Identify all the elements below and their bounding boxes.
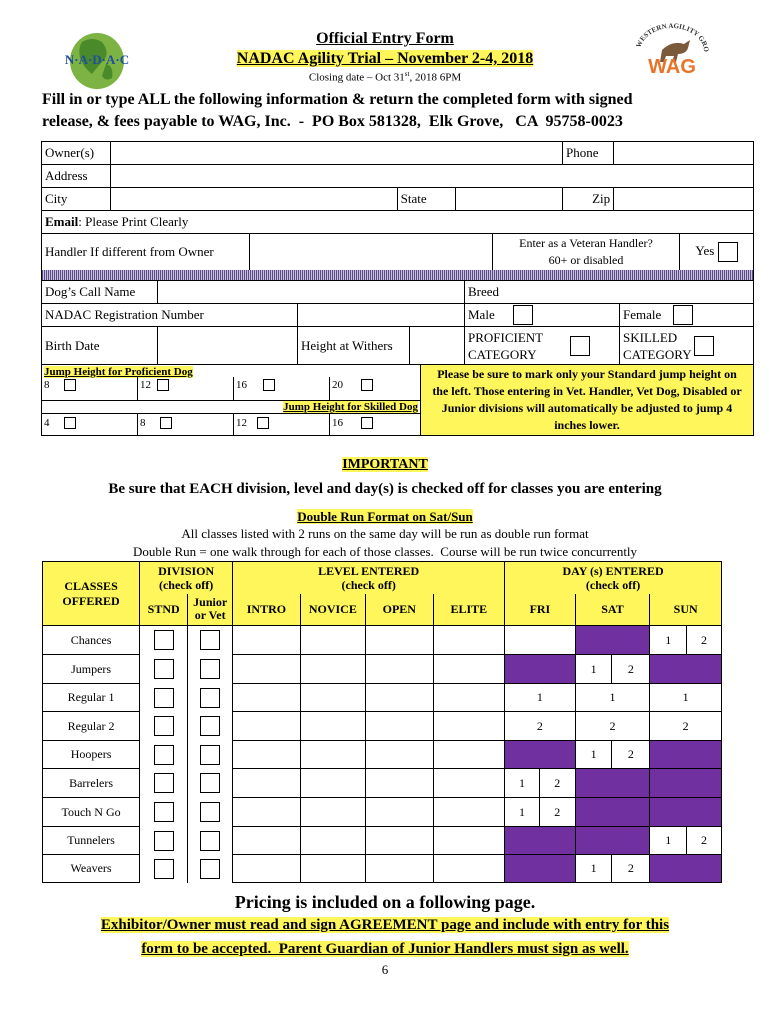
day-fri-unavailable xyxy=(505,626,576,655)
level-header: LEVEL ENTERED (check off) xyxy=(233,562,505,594)
form-title: Official Entry Form xyxy=(316,30,454,47)
height-withers-field[interactable] xyxy=(410,327,465,365)
classes-table xyxy=(42,561,722,883)
skilled-jump-12-checkbox[interactable] xyxy=(257,417,269,429)
level-intro-cell[interactable] xyxy=(233,626,300,655)
class-row xyxy=(43,712,722,741)
stnd-checkbox[interactable] xyxy=(154,716,174,736)
breed-field[interactable] xyxy=(510,281,754,304)
double-run-line-1: All classes listed with 2 runs on the same day will be run as double run format xyxy=(181,526,589,541)
double-run-line-2: Double Run = one walk through for each of those classes. Course will be run twice concurrently xyxy=(132,544,638,559)
email-row[interactable]: Email: Please Print Clearly xyxy=(42,211,754,234)
day-fri-run[interactable]: 2 xyxy=(505,712,576,741)
level-intro-cell[interactable] xyxy=(233,655,300,684)
junior-division-cell xyxy=(188,769,233,798)
agreement-line-2: form to be accepted. Parent Guardian of Junior Handlers must sign as well. xyxy=(141,941,629,957)
stnd-division-cell xyxy=(140,827,188,855)
day-fri-run-1[interactable]: 1 xyxy=(505,798,540,827)
class-rows xyxy=(43,626,722,883)
day-sun-unavailable xyxy=(650,741,722,769)
birth-date-field[interactable] xyxy=(158,327,298,365)
nadac-logo-text: N·A·D·A·C xyxy=(64,52,130,67)
important-line: Be sure that EACH division, level and day(s) is checked off for classes you are entering xyxy=(108,481,662,497)
agreement-line-1: Exhibitor/Owner must read and sign AGREEMENT page and include with entry for this xyxy=(100,917,670,933)
day-sat-unavailable xyxy=(575,827,650,855)
address-label: Address xyxy=(42,165,111,188)
skilled-jump-row xyxy=(42,413,420,435)
junior-division-cell xyxy=(188,712,233,741)
junior-checkbox[interactable] xyxy=(200,630,220,650)
jump-16-checkbox[interactable] xyxy=(263,379,275,391)
level-elite-cell[interactable] xyxy=(433,712,505,741)
class-row xyxy=(43,855,722,883)
male-checkbox-cell xyxy=(510,304,620,327)
jump-height-block xyxy=(41,365,421,436)
day-fri-unavailable xyxy=(505,741,576,769)
stnd-division-cell xyxy=(140,655,188,684)
owner-table xyxy=(41,141,754,234)
stnd-checkbox[interactable] xyxy=(154,831,174,851)
day-sun-unavailable xyxy=(650,655,722,684)
stnd-division-cell xyxy=(140,798,188,827)
level-elite-cell[interactable] xyxy=(433,626,505,655)
level-elite-cell[interactable] xyxy=(433,684,505,712)
day-sat-run-2[interactable]: 2 xyxy=(612,741,650,769)
day-fri-run[interactable]: 1 xyxy=(505,684,576,712)
level-novice-cell[interactable] xyxy=(300,827,365,855)
day-sun-run[interactable]: 1 xyxy=(650,684,722,712)
jump-8-checkbox[interactable] xyxy=(64,379,76,391)
skilled-jump-option-16[interactable]: 16 xyxy=(330,414,420,435)
dog-table xyxy=(41,280,754,365)
day-fri-unavailable xyxy=(505,655,576,684)
male-label: Male xyxy=(465,304,510,327)
level-intro-cell[interactable] xyxy=(233,741,300,769)
stnd-division-cell xyxy=(140,626,188,655)
class-name: Jumpers xyxy=(43,655,140,684)
day-sun-unavailable xyxy=(650,769,722,798)
stnd-checkbox[interactable] xyxy=(154,802,174,822)
junior-checkbox[interactable] xyxy=(200,745,220,765)
stnd-division-cell xyxy=(140,684,188,712)
stnd-division-cell xyxy=(140,741,188,769)
zip-label: Zip xyxy=(563,188,614,211)
day-sun-run[interactable]: 2 xyxy=(650,712,722,741)
class-row xyxy=(43,655,722,684)
level-intro-cell[interactable] xyxy=(233,684,300,712)
closing-date: Closing date – Oct 31st, 2018 6PM xyxy=(308,70,462,84)
stnd-division-cell xyxy=(140,855,188,883)
day-sat-header: SAT xyxy=(575,594,650,626)
level-elite-cell[interactable] xyxy=(433,769,505,798)
skilled-jump-title: Jump Height for Skilled Dog xyxy=(283,401,418,413)
classes-offered-header: CLASSES OFFERED xyxy=(43,562,140,626)
level-intro-cell[interactable] xyxy=(233,769,300,798)
level-novice-cell[interactable] xyxy=(300,769,365,798)
state-field[interactable] xyxy=(455,188,562,211)
level-open-cell[interactable] xyxy=(366,827,433,855)
junior-division-cell xyxy=(188,827,233,855)
female-checkbox[interactable] xyxy=(673,305,693,325)
handler-table xyxy=(41,233,754,271)
level-elite-cell[interactable] xyxy=(433,655,505,684)
city-field[interactable] xyxy=(111,188,398,211)
class-row xyxy=(43,769,722,798)
skilled-jump-option-8[interactable]: 8 xyxy=(138,414,234,435)
level-novice-cell[interactable] xyxy=(300,741,365,769)
jump-option-16[interactable]: 16 xyxy=(234,377,330,400)
class-row xyxy=(43,798,722,827)
level-novice-cell[interactable] xyxy=(300,798,365,827)
division-header: DIVISION (check off) xyxy=(140,562,233,594)
class-row xyxy=(43,827,722,855)
class-name: Barrelers xyxy=(43,769,140,798)
level-novice-cell[interactable] xyxy=(300,712,365,741)
call-name-label: Dog’s Call Name xyxy=(42,281,158,304)
day-sat-unavailable xyxy=(575,769,650,798)
class-name: Hoopers xyxy=(43,741,140,769)
level-intro-cell[interactable] xyxy=(233,798,300,827)
jump-20-checkbox[interactable] xyxy=(361,379,373,391)
day-sat-run-1[interactable]: 1 xyxy=(575,655,612,684)
skilled-jump-4-checkbox[interactable] xyxy=(64,417,76,429)
day-fri-run-1[interactable]: 1 xyxy=(505,769,540,798)
stnd-division-cell xyxy=(140,769,188,798)
wag-logo-text: WAG xyxy=(648,56,696,78)
important-heading: IMPORTANT xyxy=(342,457,428,472)
level-open-cell[interactable] xyxy=(366,769,433,798)
instructions-line-2: release, & fees payable to WAG, Inc. - PO Box 581328, Elk Grove, CA 95758-0023 xyxy=(42,113,623,130)
level-intro-header: INTRO xyxy=(233,594,300,626)
svg-text:WESTERN AGILITY GROUP: WESTERN AGILITY GRO xyxy=(634,22,711,53)
stnd-checkbox[interactable] xyxy=(154,745,174,765)
stnd-checkbox[interactable] xyxy=(154,859,174,879)
day-sun-unavailable xyxy=(650,798,722,827)
level-intro-cell[interactable] xyxy=(233,712,300,741)
class-row xyxy=(43,684,722,712)
day-sun-unavailable xyxy=(650,855,722,883)
junior-division-cell xyxy=(188,684,233,712)
level-open-cell[interactable] xyxy=(366,798,433,827)
class-name: Regular 1 xyxy=(43,684,140,712)
class-row xyxy=(43,626,722,655)
class-name: Touch N Go xyxy=(43,798,140,827)
day-sun-run-2[interactable]: 2 xyxy=(687,827,722,855)
owners-label: Owner(s) xyxy=(42,142,111,165)
level-open-cell[interactable] xyxy=(366,684,433,712)
trial-name: NADAC Agility Trial – November 2-4, 2018 xyxy=(236,50,534,67)
female-label: Female xyxy=(620,304,670,327)
level-elite-header: ELITE xyxy=(433,594,505,626)
level-elite-cell[interactable] xyxy=(433,798,505,827)
call-name-field[interactable] xyxy=(158,281,465,304)
level-open-cell[interactable] xyxy=(366,655,433,684)
junior-checkbox[interactable] xyxy=(200,716,220,736)
class-name: Regular 2 xyxy=(43,712,140,741)
stnd-checkbox[interactable] xyxy=(154,630,174,650)
junior-division-cell xyxy=(188,798,233,827)
jump-note: Please be sure to mark only your Standard jump height on the left. Those entering in Vet. Handler, Vet Dog, Disabled or Junior divisions will automatically be adjusted to jump 4 inches lower. xyxy=(432,367,742,432)
owners-field[interactable] xyxy=(111,142,563,165)
breed-label: Breed xyxy=(465,281,510,304)
skilled-jump-option-12[interactable]: 12 xyxy=(234,414,330,435)
level-elite-cell[interactable] xyxy=(433,827,505,855)
level-novice-header: NOVICE xyxy=(300,594,365,626)
stnd-header: STND xyxy=(140,594,188,626)
jump-option-20[interactable]: 20 xyxy=(330,377,420,400)
day-sat-unavailable xyxy=(575,626,650,655)
class-name: Weavers xyxy=(43,855,140,883)
pricing-note: Pricing is included on a following page. xyxy=(234,892,536,912)
jump-note-box xyxy=(421,365,754,436)
day-sat-run-2[interactable]: 2 xyxy=(612,655,650,684)
stnd-checkbox[interactable] xyxy=(154,659,174,679)
birth-date-label: Birth Date xyxy=(42,327,158,365)
level-open-cell[interactable] xyxy=(366,712,433,741)
day-fri-run-2[interactable]: 2 xyxy=(539,769,575,798)
stnd-division-cell xyxy=(140,712,188,741)
level-novice-cell[interactable] xyxy=(300,655,365,684)
class-name: Tunnelers xyxy=(43,827,140,855)
day-sun-run-1[interactable]: 1 xyxy=(650,626,687,655)
form-subtitle xyxy=(0,50,770,68)
day-sat-run-1[interactable]: 1 xyxy=(575,741,612,769)
class-name: Chances xyxy=(43,626,140,655)
class-row xyxy=(43,741,722,769)
jump-option-12[interactable]: 12 xyxy=(138,377,234,400)
junior-checkbox[interactable] xyxy=(200,802,220,822)
day-sun-header: SUN xyxy=(650,594,722,626)
day-fri-run-2[interactable]: 2 xyxy=(539,798,575,827)
stnd-checkbox[interactable] xyxy=(154,773,174,793)
day-fri-unavailable xyxy=(505,855,576,883)
junior-division-cell xyxy=(188,655,233,684)
reg-number-field[interactable] xyxy=(298,304,465,327)
junior-checkbox[interactable] xyxy=(200,659,220,679)
junior-checkbox[interactable] xyxy=(200,831,220,851)
proficient-jump-title: Jump Height for Proficient Dog xyxy=(44,366,193,378)
jump-12-checkbox[interactable] xyxy=(157,379,169,391)
level-intro-cell[interactable] xyxy=(233,827,300,855)
skilled-checkbox[interactable] xyxy=(694,336,714,356)
male-checkbox[interactable] xyxy=(513,305,533,325)
address-field[interactable] xyxy=(111,165,754,188)
level-novice-cell[interactable] xyxy=(300,684,365,712)
section-divider xyxy=(41,270,754,280)
instructions-line-1: Fill in or type ALL the following information & return the completed form with signed xyxy=(42,91,633,108)
double-run-title: Double Run Format on Sat/Sun xyxy=(297,509,473,524)
level-open-cell[interactable] xyxy=(366,741,433,769)
level-open-cell[interactable] xyxy=(366,855,433,883)
day-sat-run[interactable]: 2 xyxy=(575,712,650,741)
junior-checkbox[interactable] xyxy=(200,773,220,793)
handler-field[interactable] xyxy=(250,234,493,271)
skilled-jump-option-4[interactable]: 4 xyxy=(42,414,138,435)
day-fri-header: FRI xyxy=(505,594,576,626)
day-fri-unavailable xyxy=(505,827,576,855)
day-sat-unavailable xyxy=(575,798,650,827)
stnd-checkbox[interactable] xyxy=(154,688,174,708)
day-sun-run-1[interactable]: 1 xyxy=(650,827,687,855)
day-header: DAY (s) ENTERED (check off) xyxy=(505,562,722,594)
page-number: 6 xyxy=(381,962,389,977)
level-novice-cell[interactable] xyxy=(300,626,365,655)
skilled-jump-16-checkbox[interactable] xyxy=(361,417,373,429)
veteran-question: Enter as a Veteran Handler? 60+ or disabled xyxy=(493,234,680,271)
female-checkbox-cell xyxy=(670,304,754,327)
veteran-yes: Yes xyxy=(680,234,754,271)
proficient-checkbox[interactable] xyxy=(570,336,590,356)
skilled-jump-8-checkbox[interactable] xyxy=(160,417,172,429)
phone-field[interactable] xyxy=(614,142,754,165)
jump-option-8[interactable]: 8 xyxy=(42,377,138,400)
day-sat-run[interactable]: 1 xyxy=(575,684,650,712)
level-open-header: OPEN xyxy=(366,594,433,626)
reg-number-label: NADAC Registration Number xyxy=(42,304,298,327)
state-label: State xyxy=(397,188,455,211)
level-elite-cell[interactable] xyxy=(433,741,505,769)
junior-division-cell xyxy=(188,855,233,883)
handler-label: Handler If different from Owner xyxy=(42,234,250,271)
day-sat-run-1[interactable]: 1 xyxy=(575,855,612,883)
level-novice-cell[interactable] xyxy=(300,855,365,883)
skilled-category: SKILLED CATEGORY xyxy=(620,327,754,365)
junior-header: Junior or Vet xyxy=(188,594,233,626)
day-sat-run-2[interactable]: 2 xyxy=(612,855,650,883)
junior-checkbox[interactable] xyxy=(200,859,220,879)
level-open-cell[interactable] xyxy=(366,626,433,655)
level-intro-cell[interactable] xyxy=(233,855,300,883)
city-label: City xyxy=(42,188,111,211)
junior-division-cell xyxy=(188,626,233,655)
height-withers-label: Height at Withers xyxy=(298,327,410,365)
level-elite-cell[interactable] xyxy=(433,855,505,883)
phone-label: Phone xyxy=(563,142,614,165)
day-sun-run-2[interactable]: 2 xyxy=(687,626,722,655)
proficient-jump-row xyxy=(42,377,420,401)
proficient-category: PROFICIENT CATEGORY xyxy=(465,327,620,365)
junior-division-cell xyxy=(188,741,233,769)
junior-checkbox[interactable] xyxy=(200,688,220,708)
veteran-yes-checkbox[interactable] xyxy=(718,242,738,262)
zip-field[interactable] xyxy=(614,188,754,211)
